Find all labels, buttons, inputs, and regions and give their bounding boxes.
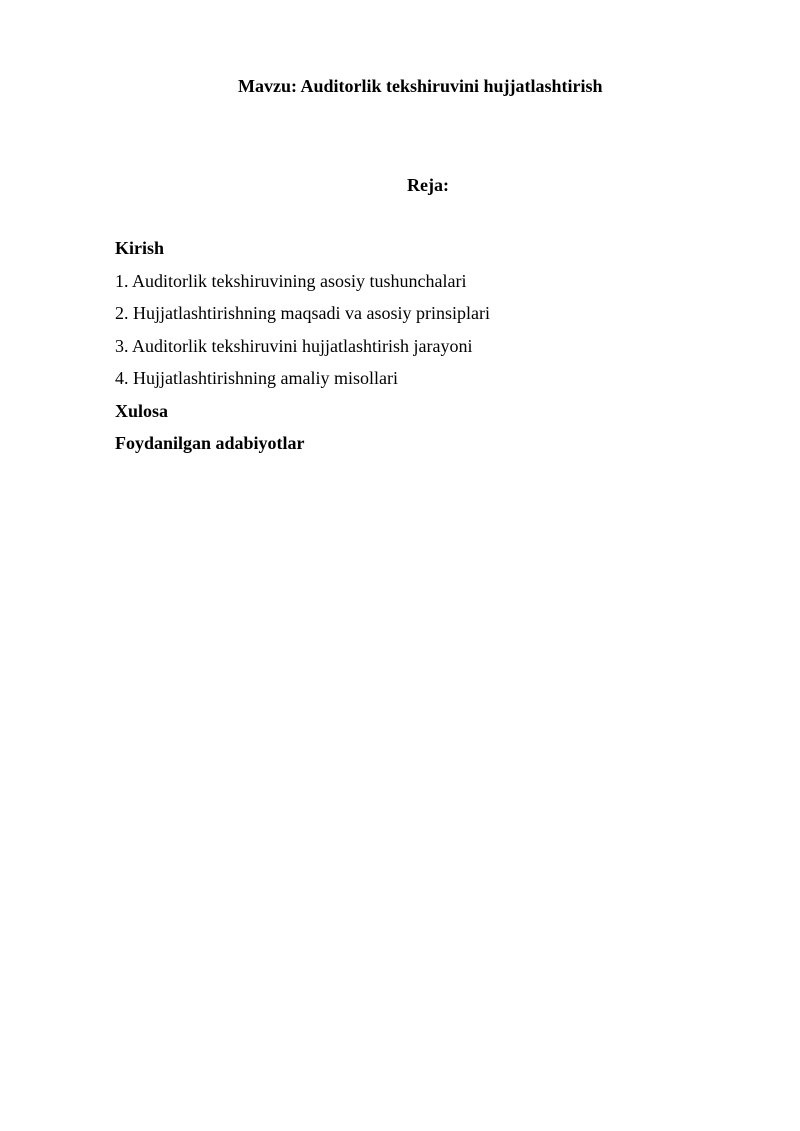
plan-list [115,238,715,466]
plan-item-3: 3. Auditorlik tekshiruvini hujjatlashtirish jarayoni [115,335,473,356]
plan-heading: Reja: [407,175,449,195]
plan-item-1: 1. Auditorlik tekshiruvining asosiy tushunchalari [115,270,467,291]
document-title: Mavzu: Auditorlik tekshiruvini hujjatlashtirish [238,76,603,96]
plan-intro: Kirish [115,238,165,258]
plan-item-4: 4. Hujjatlashtirishning amaliy misollari [115,368,398,388]
plan-item-2: 2. Hujjatlashtirishning maqsadi va asosiy prinsiplari [115,303,490,323]
plan-conclusion: Xulosa [115,400,169,421]
plan-references: Foydanilgan adabiyotlar [115,433,305,453]
